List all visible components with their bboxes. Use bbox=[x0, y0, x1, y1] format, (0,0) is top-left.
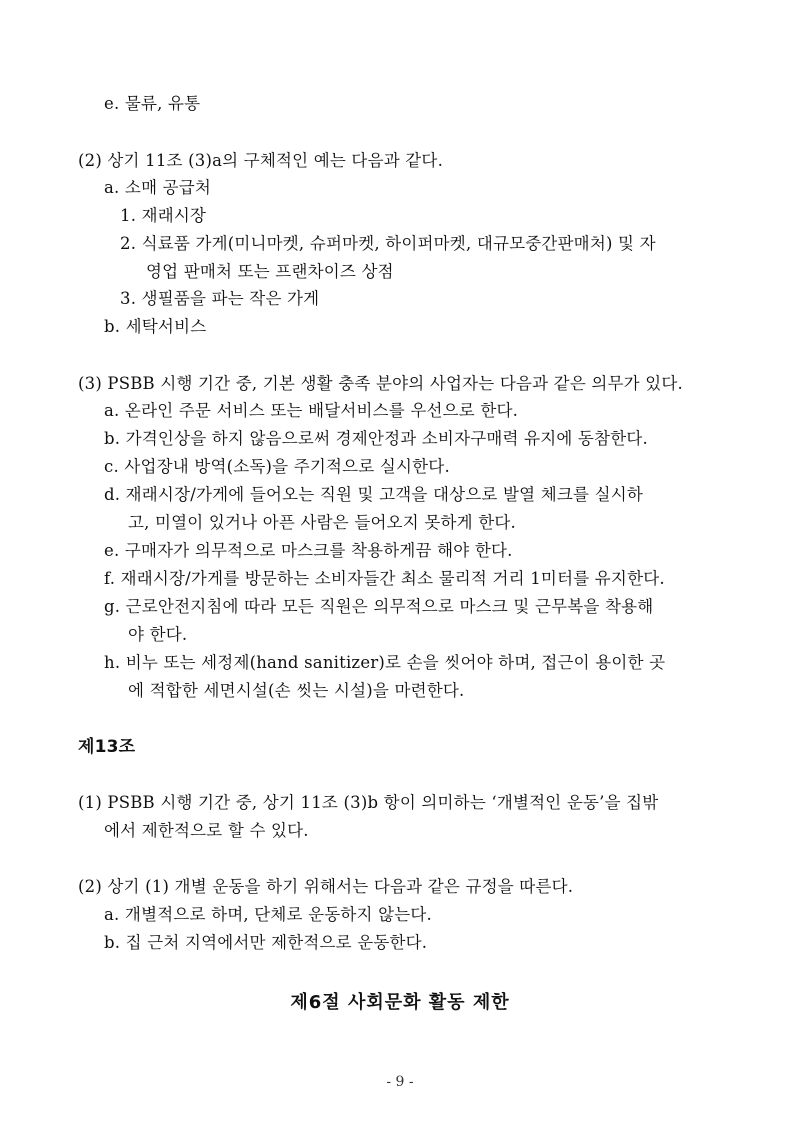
text-line: 3. 생필품을 파는 작은 가게 bbox=[120, 289, 320, 308]
text-line: b. 가격인상을 하지 않음으로써 경제안정과 소비자구매력 유지에 동참한다. bbox=[104, 429, 648, 448]
text-line: 영업 판매처 또는 프랜차이즈 상점 bbox=[146, 262, 394, 281]
text-line: a. 개별적으로 하며, 단체로 운동하지 않는다. bbox=[104, 905, 432, 924]
text-line: g. 근로안전지침에 따라 모든 직원은 의무적으로 마스크 및 근무복을 착용해 bbox=[104, 597, 654, 616]
text-segment: 2. 식료품 가게(미니마켓, 슈퍼마켓, 하이퍼마켓, 대규모중간판매처) 및 자 bbox=[120, 234, 656, 253]
text-line: 고, 미열이 있거나 아픈 사람은 들어오지 못하게 한다. bbox=[128, 513, 516, 532]
section-title: 제6절 사회문화 활동 제한 bbox=[290, 992, 510, 1013]
text-line: f. 재래시장/가게를 방문하는 소비자들간 최소 물리적 거리 1미터를 유지한다. bbox=[104, 569, 665, 588]
text-line: 야 한다. bbox=[128, 625, 188, 644]
text-line: h. 비누 또는 세정제(hand sanitizer)로 손을 씻어야 하며, 접근이 용이한 곳 bbox=[104, 653, 666, 672]
text-line: b. 집 근처 지역에서만 제한적으로 운동한다. bbox=[104, 933, 428, 952]
text-line bbox=[120, 233, 722, 255]
text-line: e. 물류, 유통 bbox=[104, 94, 201, 113]
page-number: - 9 - bbox=[386, 1074, 414, 1090]
text-line: a. 소매 공급처 bbox=[104, 178, 212, 197]
text-line: a. 온라인 주문 서비스 또는 배달서비스를 우선으로 한다. bbox=[104, 401, 519, 420]
text-line: e. 구매자가 의무적으로 마스크를 착용하게끔 해야 한다. bbox=[104, 541, 513, 560]
text-line: (2) 상기 (1) 개별 운동을 하기 위해서는 다음과 같은 규정을 따른다. bbox=[78, 877, 574, 896]
article-heading: 제13조 bbox=[78, 737, 136, 757]
text-line: 에서 제한적으로 할 수 있다. bbox=[104, 821, 309, 840]
text-line: (2) 상기 11조 (3)a의 구체적인 예는 다음과 같다. bbox=[78, 151, 444, 170]
text-line: d. 재래시장/가게에 들어오는 직원 및 고객을 대상으로 발열 체크를 실시하 bbox=[104, 485, 644, 504]
text-line: 1. 재래시장 bbox=[120, 206, 207, 225]
text-line: c. 사업장내 방역(소독)을 주기적으로 실시한다. bbox=[104, 457, 450, 476]
text-line: b. 세탁서비스 bbox=[104, 317, 207, 336]
text-line: (3) PSBB 시행 기간 중, 기본 생활 충족 분야의 사업자는 다음과 같은 의무가 있다. bbox=[78, 374, 683, 393]
text-line: 에 적합한 세면시설(손 씻는 시설)을 마련한다. bbox=[128, 681, 465, 700]
text-line: (1) PSBB 시행 기간 중, 상기 11조 (3)b 항이 의미하는 ‘개별적인 운동’을 집밖 bbox=[78, 793, 659, 812]
